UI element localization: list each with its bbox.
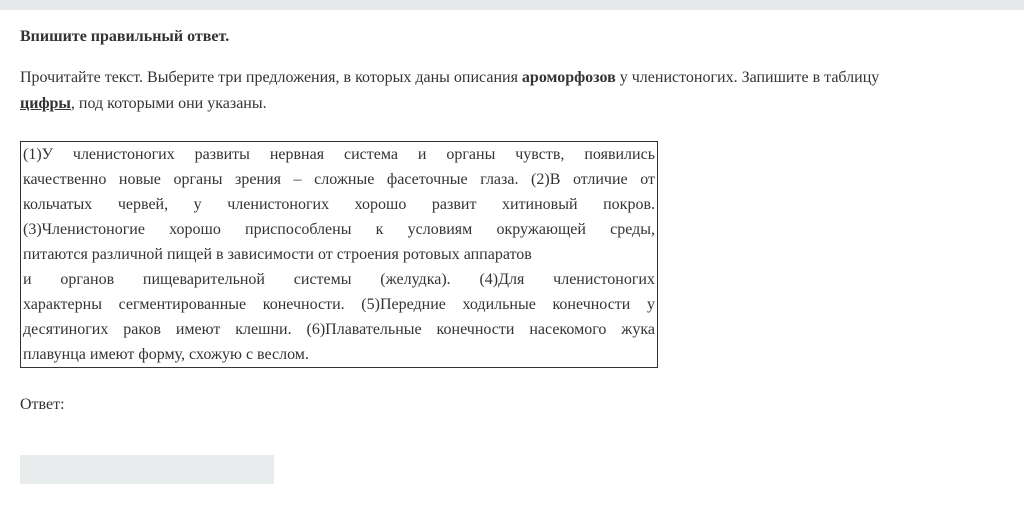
passage-line: питаются различной пищей в зависимости от строения ротовых аппаратов — [23, 246, 532, 263]
task-text-part1: Прочитайте текст. Выберите три предложения, в которых даны описания — [20, 69, 522, 86]
instruction-heading: Впишите правильный ответ. — [20, 28, 230, 45]
top-bar — [0, 0, 1024, 10]
answer-label: Ответ: — [20, 396, 65, 413]
passage-box — [20, 141, 658, 368]
passage-line: и органов пищеварительной системы (желудка). (4)Для членистоногих — [23, 271, 655, 288]
answer-input[interactable] — [20, 455, 274, 484]
task-text-part3: , под которыми они указаны. — [70, 95, 267, 112]
task-bold-underline: цифры — [20, 95, 71, 112]
passage-line: качественно новые органы зрения – сложные фасеточные глаза. (2)В отличие от — [23, 171, 655, 188]
passage-line: характерны сегментированные конечности. (5)Передние ходильные конечности у — [23, 296, 655, 313]
passage-line: десятиногих раков имеют клешни. (6)Плавательные конечности насекомого жука — [23, 321, 655, 338]
task-description — [20, 65, 1010, 117]
passage-line: кольчатых червей, у членистоногих хорошо развит хитиновый покров. — [23, 196, 655, 213]
passage-line: плавунца имеют форму, схожую с веслом. — [23, 346, 309, 363]
task-text-part2: у членистоногих. Запишите в таблицу — [615, 69, 880, 86]
passage-line: (3)Членистоногие хорошо приспособлены к условиям окружающей среды, — [23, 221, 655, 238]
task-bold-term: ароморфозов — [521, 69, 616, 86]
passage-line: (1)У членистоногих развиты нервная система и органы чувств, появились — [23, 146, 655, 163]
